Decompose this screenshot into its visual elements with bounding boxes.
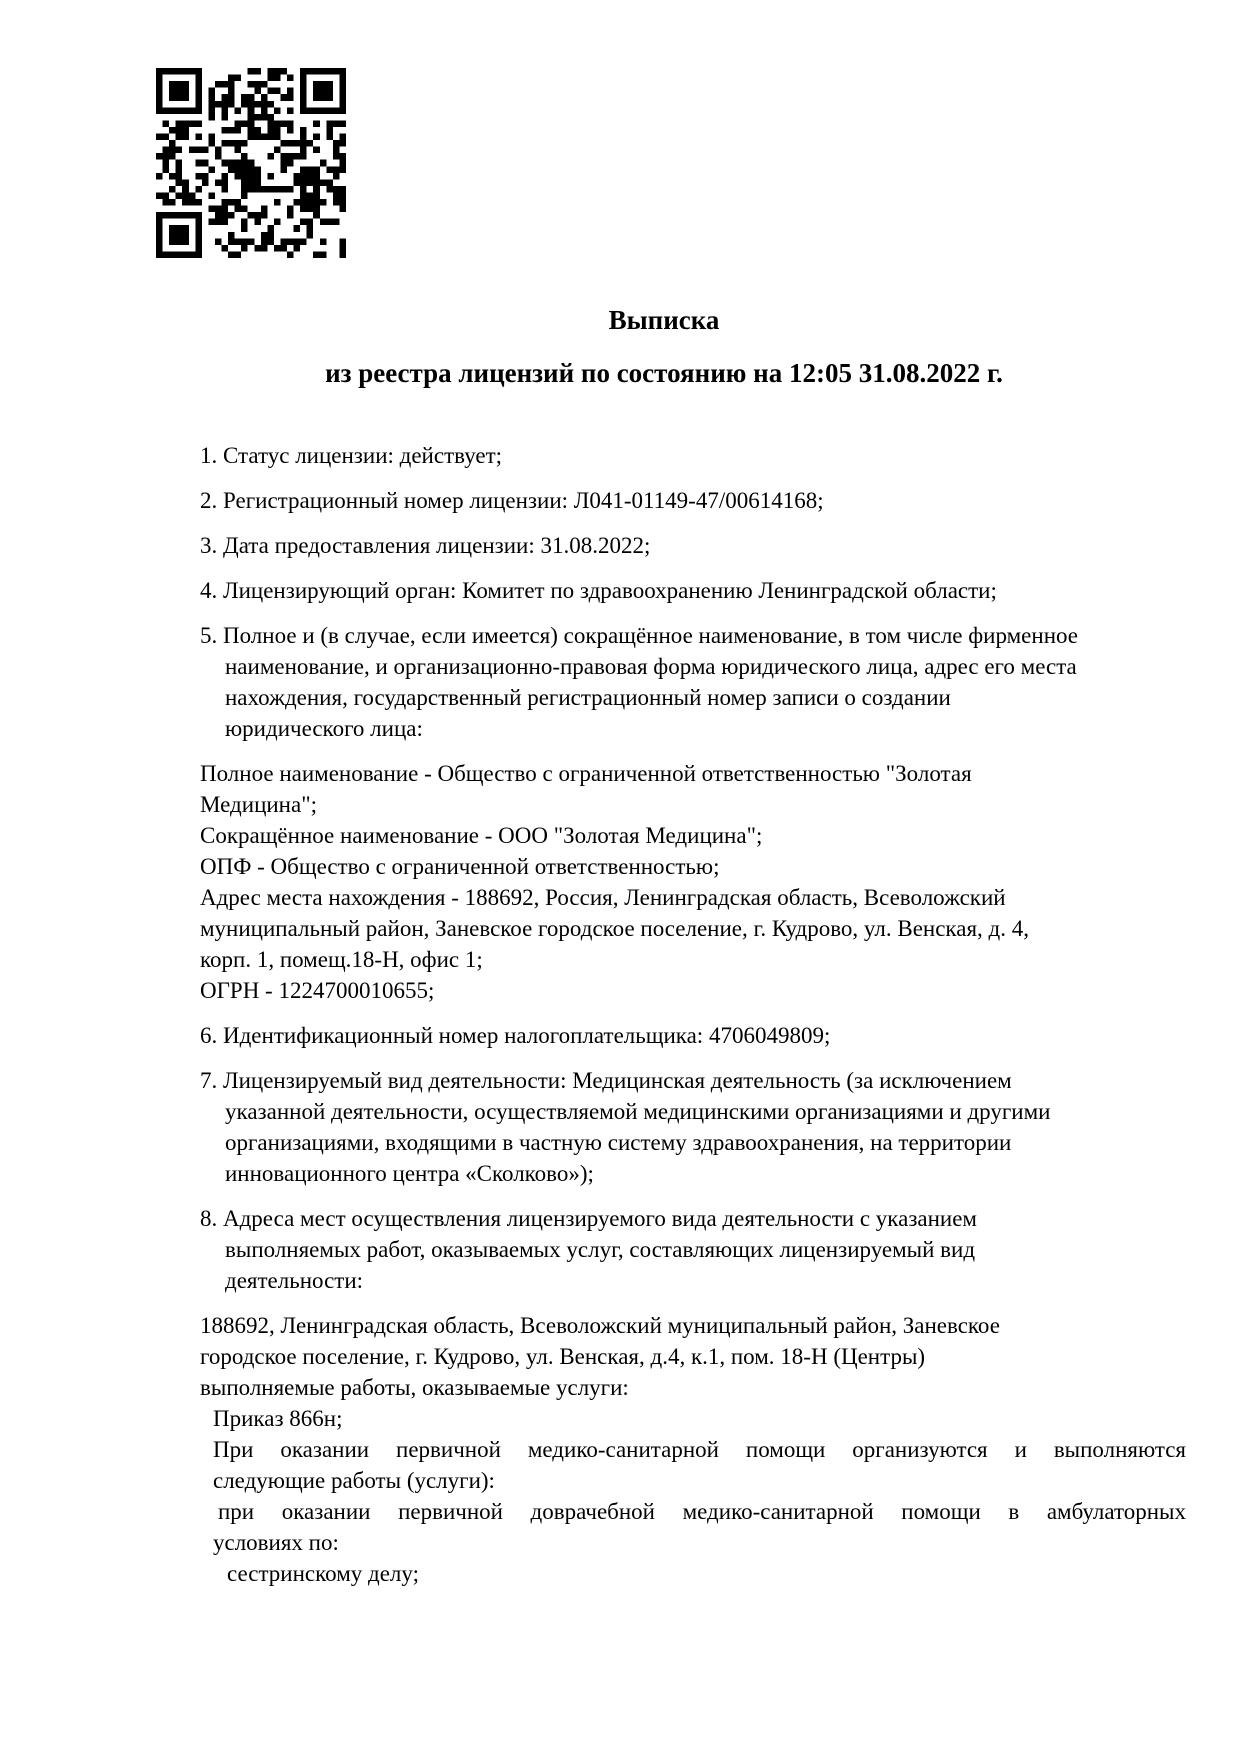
text-line: 3. Дата предоставления лицензии: 31.08.2022; <box>200 533 651 558</box>
text-line: выполняемых работ, оказываемых услуг, составляющих лицензируемый вид <box>225 1237 976 1262</box>
text-line: Сокращённое наименование - ООО "Золотая Медицина"; <box>200 823 763 848</box>
item-number: 1. <box>200 443 223 468</box>
text-line: ОГРН - 1224700010655; <box>200 978 435 1003</box>
text-line: 6. Идентификационный номер налогоплательщика: 4706049809; <box>200 1023 831 1048</box>
text-line: 2. Регистрационный номер лицензии: Л041-01149-47/00614168; <box>200 488 824 513</box>
numbered-item <box>200 530 1186 561</box>
text-line: 7. Лицензируемый вид деятельности: Медицинская деятельность (за исключением <box>200 1068 1012 1093</box>
item-number: 3. <box>200 533 223 558</box>
numbered-item <box>200 1203 1186 1296</box>
text-line: нахождения, государственный регистрационный номер записи о создании <box>225 685 951 710</box>
text-line: при оказании первичной доврачебной медико-санитарной помощи в амбулаторных <box>218 1499 1186 1524</box>
text-line: городское поселение, г. Кудрово, ул. Венская, д.4, к.1, пом. 18-Н (Центры) <box>200 1344 926 1369</box>
text-line: Приказ 866н; <box>213 1406 343 1431</box>
text-line: деятельности: <box>225 1268 364 1293</box>
text-line: корп. 1, помещ.18-Н, офис 1; <box>200 947 483 972</box>
text-line: выполняемые работы, оказываемые услуги: <box>200 1375 629 1400</box>
paragraph <box>200 1310 1186 1589</box>
qr-code-icon <box>156 68 346 258</box>
page-title: Выписка <box>608 305 720 335</box>
text-line: следующие работы (услуги): <box>213 1468 495 1493</box>
numbered-item <box>200 1020 1186 1051</box>
text-line: 1. Статус лицензии: действует; <box>200 443 503 468</box>
text-line: 5. Полное и (в случае, если имеется) сокращённое наименование, в том числе фирменное <box>200 623 1078 648</box>
item-number: 5. <box>200 623 223 648</box>
text-line: юридического лица: <box>225 716 423 741</box>
text-line: сестринскому делу; <box>227 1561 419 1586</box>
numbered-item <box>200 485 1186 516</box>
numbered-item <box>200 1065 1186 1189</box>
text-line: Полное наименование - Общество с ограниченной ответственностью "Золотая <box>200 761 972 786</box>
text-line: 8. Адреса мест осуществления лицензируемого вида деятельности с указанием <box>200 1206 977 1231</box>
text-line: условиях по: <box>213 1530 339 1555</box>
text-line: 4. Лицензирующий орган: Комитет по здравоохранению Ленинградской области; <box>200 578 997 603</box>
numbered-item <box>200 620 1186 744</box>
text-line: Адрес места нахождения - 188692, Россия, Ленинградская область, Всеволожский <box>200 885 1006 910</box>
numbered-item <box>200 440 1186 471</box>
item-number: 8. <box>200 1206 223 1231</box>
page-subtitle: из реестра лицензий по состоянию на 12:05 31.08.2022 г. <box>325 358 1003 388</box>
text-line: муниципальный район, Заневское городское поселение, г. Кудрово, ул. Венская, д. 4, <box>200 916 1029 941</box>
text-line: указанной деятельности, осуществляемой медицинскими организациями и другими <box>225 1099 1051 1124</box>
text-line: ОПФ - Общество с ограниченной ответственностью; <box>200 854 720 879</box>
item-number: 4. <box>200 578 223 603</box>
paragraph <box>200 758 1186 1006</box>
text-line: 188692, Ленинградская область, Всеволожский муниципальный район, Заневское <box>200 1313 1000 1338</box>
text-line: инновационного центра «Сколково»); <box>225 1161 594 1186</box>
text-line: Медицина"; <box>200 792 317 817</box>
item-number: 6. <box>200 1023 223 1048</box>
text-line: При оказании первичной медико-санитарной помощи организуются и выполняются <box>213 1437 1186 1462</box>
item-number: 2. <box>200 488 223 513</box>
document-heading <box>200 303 1128 390</box>
item-number: 7. <box>200 1068 223 1093</box>
text-line: организациями, входящими в частную систему здравоохранения, на территории <box>225 1130 1012 1155</box>
document-body <box>200 440 1186 1589</box>
numbered-item <box>200 575 1186 606</box>
text-line: наименование, и организационно-правовая форма юридического лица, адрес его места <box>225 654 1077 679</box>
